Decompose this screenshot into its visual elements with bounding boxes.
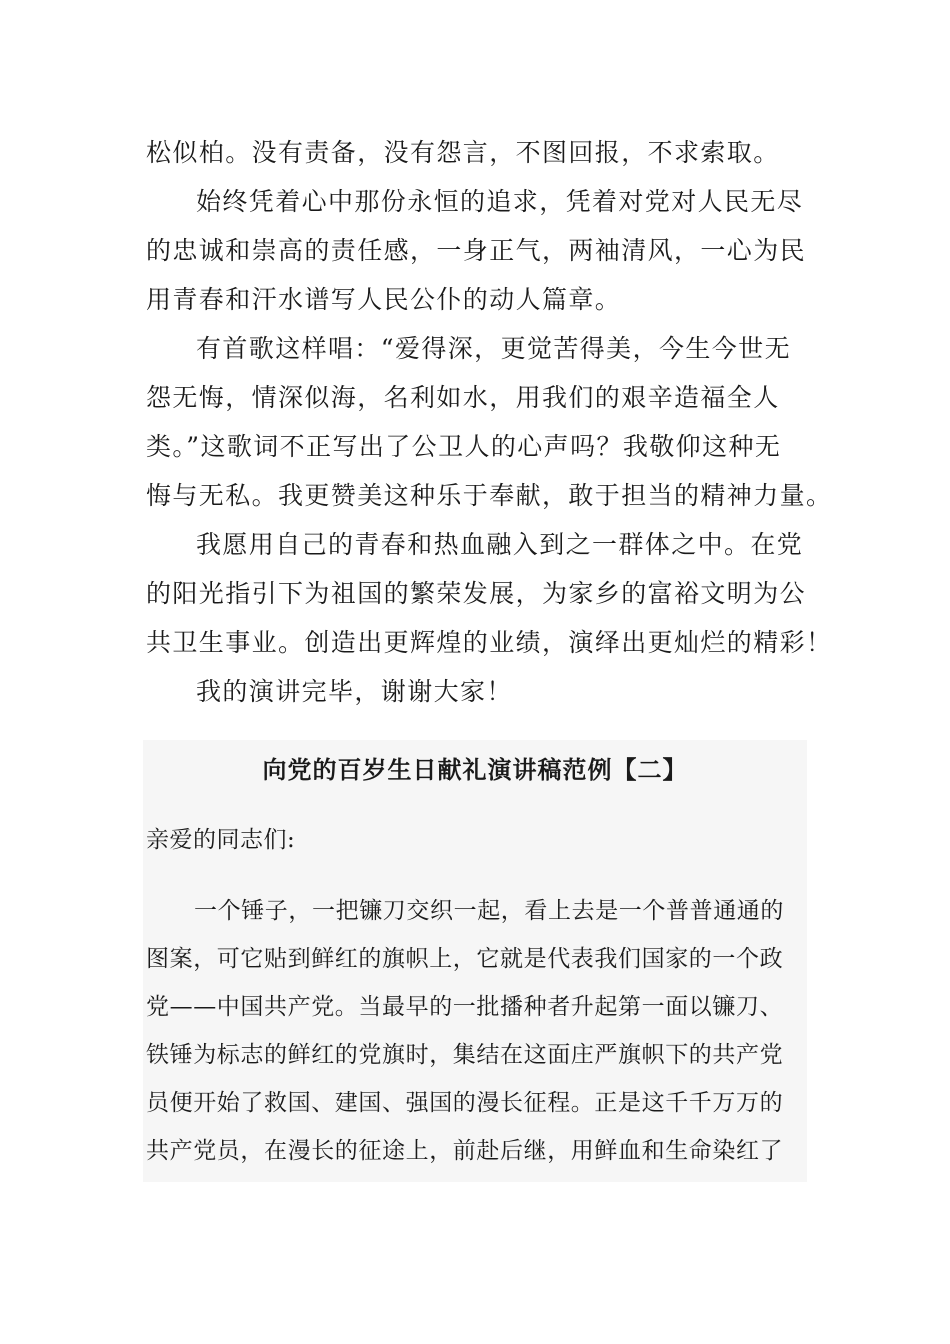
paragraph-line: 类。”这歌词不正写出了公卫人的心声吗？我敬仰这种无	[146, 432, 782, 461]
paragraph-line: 一个锤子，一把镰刀交织一起，看上去是一个普普通通的	[194, 898, 784, 924]
paragraph-line: 共产党员，在漫长的征途上，前赴后继，用鲜血和生命染红了	[146, 1138, 784, 1164]
section-body	[146, 887, 806, 1175]
paragraph-line: 我愿用自己的青春和热血融入到之一群体之中。在党	[196, 530, 804, 559]
paragraph-line: 用青春和汗水谱写人民公仆的动人篇章。	[146, 285, 622, 314]
paragraph-line: 的阳光指引下为祖国的繁荣发展，为家乡的富裕文明为公	[146, 579, 807, 608]
section-title: 向党的百岁生日献礼演讲稿范例【二】	[262, 755, 688, 784]
paragraph-line: 员便开始了救国、建国、强国的漫长征程。正是这千千万万的	[146, 1090, 784, 1116]
paragraph-line: 铁锤为标志的鲜红的党旗时，集结在这面庄严旗帜下的共产党	[146, 1042, 784, 1068]
paragraph-line: 悔与无私。我更赞美这种乐于奉献，敢于担当的精神力量。	[146, 481, 833, 510]
paragraph-line: 始终凭着心中那份永恒的追求，凭着对党对人民无尽	[196, 187, 804, 216]
paragraph-line: 党——中国共产党。当最早的一批播种者升起第一面以镰刀、	[146, 994, 784, 1020]
speech-ending-text	[146, 128, 833, 716]
closing-line: 我的演讲完毕，谢谢大家！	[196, 677, 513, 706]
paragraph-line: 怨无悔，情深似海，名利如水，用我们的艰辛造福全人	[146, 383, 780, 412]
salutation: 亲爱的同志们:	[146, 827, 296, 853]
paragraph-line: 有首歌这样唱：“爱得深，更觉苦得美，今生今世无	[196, 334, 791, 363]
paragraph-line: 图案，可它贴到鲜红的旗帜上，它就是代表我们国家的一个政	[146, 946, 784, 972]
speech-example-section	[143, 740, 807, 1182]
paragraph-line: 共卫生事业。创造出更辉煌的业绩，演绎出更灿烂的精彩！	[146, 628, 833, 657]
paragraph-line: 松似柏。没有责备，没有怨言，不图回报，不求索取。	[146, 138, 780, 167]
paragraph-line: 的忠诚和崇高的责任感，一身正气，两袖清风，一心为民	[146, 236, 807, 265]
